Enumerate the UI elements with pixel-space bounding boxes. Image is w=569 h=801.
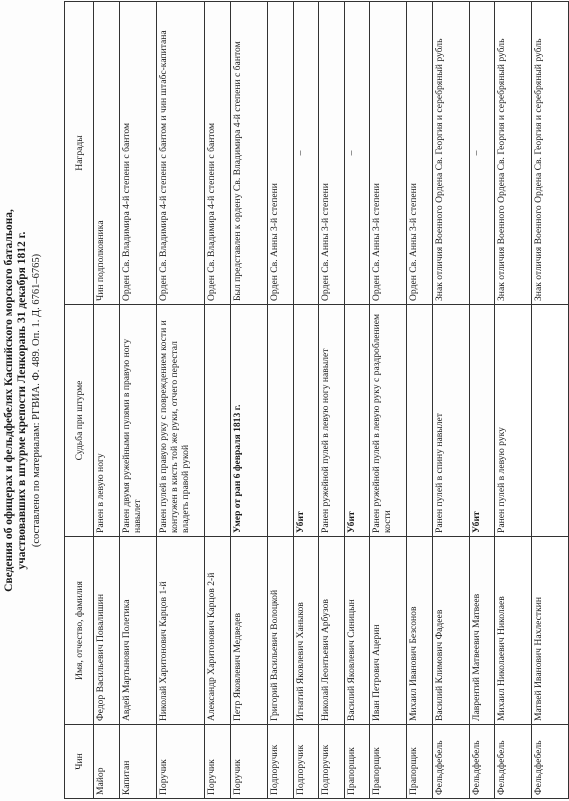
cell-fate: Ранен ружейной пулей в левую ногу навылет: [319, 305, 345, 537]
cell-fate: Убит: [345, 305, 370, 537]
cell-awards: Орден Св. Анны 3-й степени: [407, 2, 433, 305]
cell-awards: Орден Св. Владимира 4-й степени с бантом: [205, 2, 231, 305]
cell-rank: Подпоручик: [294, 725, 319, 799]
cell-name: Александр Харитонович Карцов 2-й: [205, 537, 231, 725]
cell-name: Матвей Иванович Нахлесткин: [532, 537, 569, 725]
table-row: [470, 2, 495, 799]
table-row: [231, 2, 268, 799]
cell-rank: Фельдфебель: [470, 725, 495, 799]
cell-name: Иван Петрович Ацерин: [370, 537, 407, 725]
cell-name: Авдей Мартынович Полетика: [120, 537, 157, 725]
cell-fate: Ранен двумя ружейными пулями в правую ногу навылет: [120, 305, 157, 537]
cell-awards: –: [470, 2, 495, 305]
cell-fate: [407, 305, 433, 537]
cell-fate: [205, 305, 231, 537]
table-row: [205, 2, 231, 799]
cell-rank: Фельдфебель: [532, 725, 569, 799]
cell-name: Григорий Васильевич Волоцкой: [268, 537, 294, 725]
table-row: [319, 2, 345, 799]
cell-awards: Чин подполковника: [94, 2, 120, 305]
table-row: [370, 2, 407, 799]
cell-rank: Поручик: [157, 725, 205, 799]
cell-awards: Был представлен к ордену Св. Владимира 4-й степени с бантом: [231, 2, 268, 305]
cell-name: Лаврентий Матвеевич Матвеев: [470, 537, 495, 725]
cell-name: Федор Васильевич Повалишин: [94, 537, 120, 725]
cell-fate: [268, 305, 294, 537]
cell-rank: Поручик: [231, 725, 268, 799]
title-line-1: Сведения об офицерах и фельдфебелях Каспийского морского батальона,: [3, 209, 15, 592]
cell-awards: –: [294, 2, 319, 305]
column-header-rank: Чин: [65, 725, 94, 799]
cell-awards: Знак отличия Военного Ордена Св. Георгия и серебряный рубль: [532, 2, 569, 305]
table-row: [532, 2, 569, 799]
cell-rank: Фельдфебель: [433, 725, 470, 799]
cell-fate: Ранен пулей в правую руку с повреждением кости и контужен в кисть той же руки, отчего перестал владеть правой рукой: [157, 305, 205, 537]
column-header-name: Имя, отчество, фамилия: [65, 537, 94, 725]
cell-awards: Орден Св. Анны 3-й степени: [268, 2, 294, 305]
document-header: [0, 0, 62, 801]
cell-fate: Ранен пулей в левую руку: [495, 305, 532, 537]
table-row: [268, 2, 294, 799]
cell-rank: Майор: [94, 725, 120, 799]
table-row: [407, 2, 433, 799]
cell-name: Петр Яковлевич Медведев: [231, 537, 268, 725]
cell-awards: Орден Св. Владимира 4-й степени с бантом и чин штабс-капитана: [157, 2, 205, 305]
table-row: [94, 2, 120, 799]
cell-rank: Фельдфебель: [495, 725, 532, 799]
cell-rank: Прапорщик: [370, 725, 407, 799]
cell-name: Игнатий Яковлевич Ханыков: [294, 537, 319, 725]
cell-awards: Орден Св. Владимира 4-й степени с бантом: [120, 2, 157, 305]
cell-fate: [532, 305, 569, 537]
cell-fate: Ранен ружейной пулей в левую руку с раздроблением кости: [370, 305, 407, 537]
cell-awards: –: [345, 2, 370, 305]
title-line-2: участвовавших в штурме крепости Ленкорань 31 декабря 1812 г.: [16, 231, 28, 570]
cell-awards: Знак отличия Военного Ордена Св. Георгия и серебряный рубль: [495, 2, 532, 305]
cell-rank: Подпоручик: [319, 725, 345, 799]
column-header-fate: Судьба при штурме: [65, 305, 94, 537]
table-body: [94, 2, 569, 799]
cell-name: Василий Яковлевич Синицын: [345, 537, 370, 725]
table-header-row: [65, 2, 94, 799]
cell-fate: Ранен пулей в спину навылет: [433, 305, 470, 537]
cell-awards: Знак отличия Военного Ордена Св. Георгия и серебряный рубль: [433, 2, 470, 305]
cell-rank: Подпоручик: [268, 725, 294, 799]
table-row: [157, 2, 205, 799]
cell-awards: Орден Св. Анны 3-й степени: [319, 2, 345, 305]
cell-name: Михаил Иванович Безсонов: [407, 537, 433, 725]
table-row: [495, 2, 532, 799]
source-note: (составлено по материалам: РГВИА. Ф. 489. Оп. 1. Д. 6761–6765): [31, 253, 42, 548]
officers-table: [64, 1, 569, 799]
table-row: [120, 2, 157, 799]
cell-fate: Убит: [470, 305, 495, 537]
cell-name: Николай Леонтьевич Арбузов: [319, 537, 345, 725]
cell-fate: Убит: [294, 305, 319, 537]
cell-rank: Поручик: [205, 725, 231, 799]
cell-rank: Капитан: [120, 725, 157, 799]
cell-fate: Умер от ран 6 февраля 1813 г.: [231, 305, 268, 537]
column-header-awards: Награды: [65, 2, 94, 305]
cell-name: Николай Харитонович Карцов 1-й: [157, 537, 205, 725]
cell-awards: Орден Св. Анны 3-й степени: [370, 2, 407, 305]
cell-name: Михаил Николаевич Николаев: [495, 537, 532, 725]
cell-rank: Прапорщик: [407, 725, 433, 799]
table-row: [294, 2, 319, 799]
cell-name: Василий Климович Фадеев: [433, 537, 470, 725]
cell-rank: Прапорщик: [345, 725, 370, 799]
table-row: [433, 2, 470, 799]
cell-fate: Ранен в левую ногу: [94, 305, 120, 537]
table-row: [345, 2, 370, 799]
